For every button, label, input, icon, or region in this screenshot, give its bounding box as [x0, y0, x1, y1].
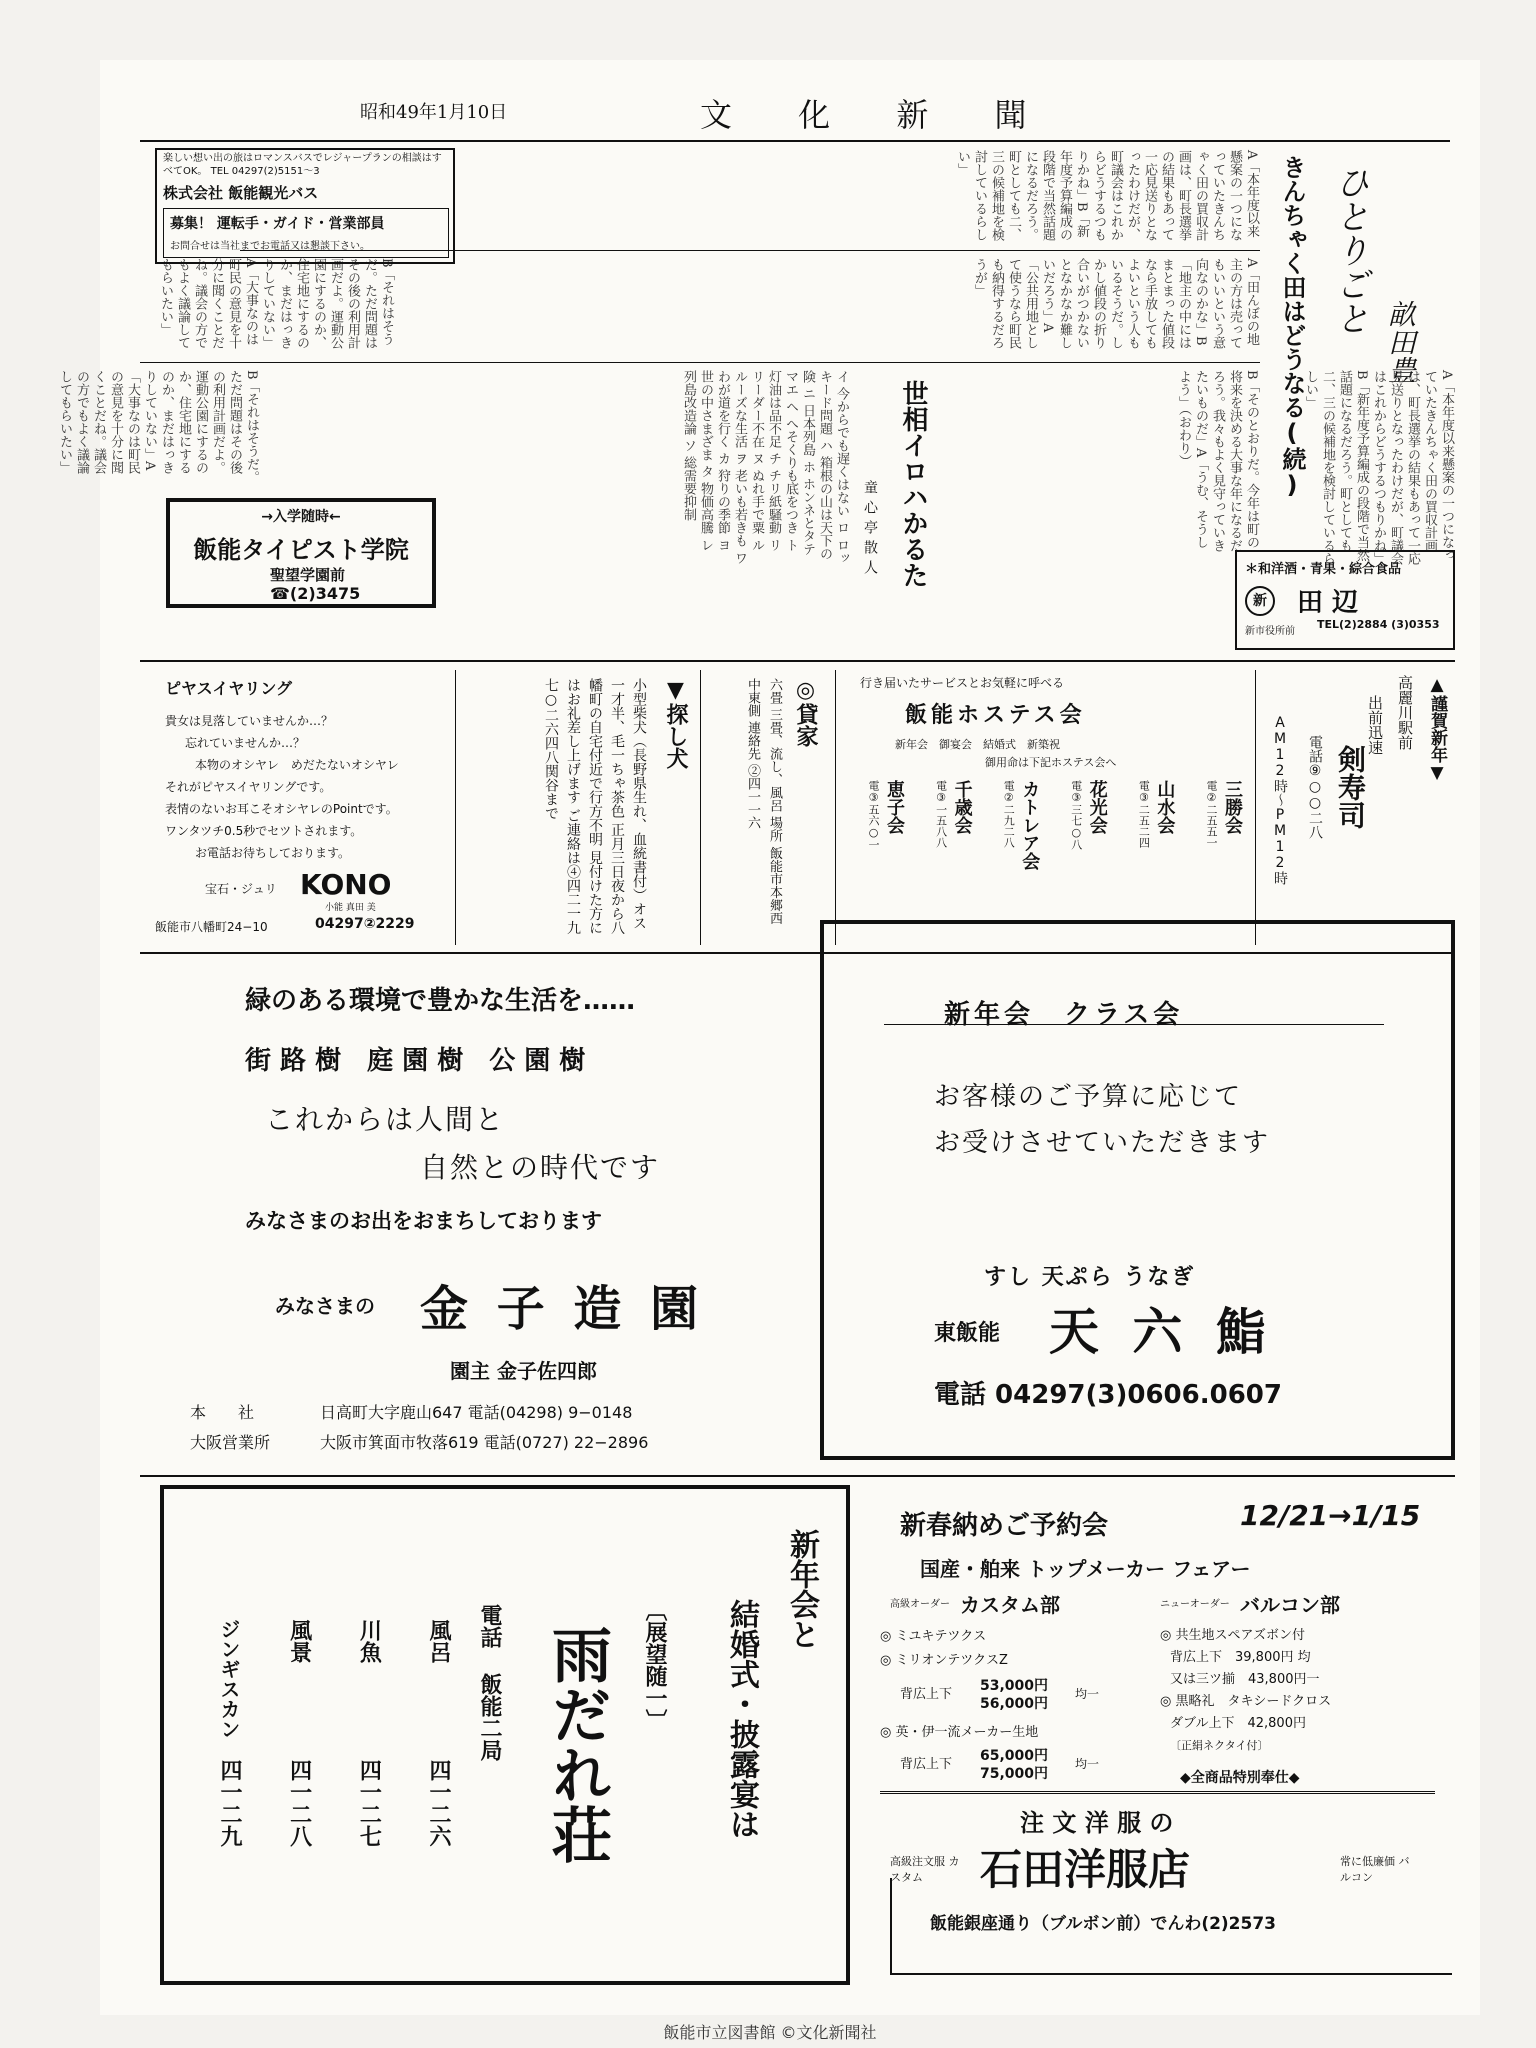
tenroku-line2: お受けさせていただきます — [934, 1128, 1271, 1158]
kono-phone: 04297②2229 — [315, 916, 415, 932]
article-col-6: A「本年度以来懸案の一つになっていたきんちゃく田の買収計画は、町長選挙の結果もあって一応見送りとなったわけだが、町議会はこれからどうするつもりかね」B「新年度予算編成の段階で当然話題になるだろう。町としても二、三の候補地を検討しているらしい」 — [1303, 370, 1454, 565]
kaneko-slogan: 緑のある環境で豊かな生活を…… — [245, 986, 636, 1016]
kaneko-name: 金 子 造 園 — [420, 1281, 705, 1337]
kono-brand-sub: 小能 真田 美 — [325, 903, 376, 913]
kenzushi-tag: ▲謹賀新年▼ — [1427, 675, 1447, 783]
bus-company: 株式会社 飯能観光バス — [163, 184, 319, 202]
masthead: 文 化 新 聞 — [700, 96, 1055, 134]
article-col-3: B「それはそうだ。ただ問題はその後の利用計画だよ。運動公園にするのか、住宅地にするのか、まだはっきりしていない」A「大事なのは町民の意見を十分に聞くことだね。議会の方でもよく議論してもらいたい」 — [158, 258, 394, 349]
hostess-member: 三勝会 電②二五五一 — [1204, 780, 1243, 848]
tanabe-location: 新市役所前 — [1245, 626, 1295, 637]
hostess-note: 御用命は下記ホステス会へ — [985, 756, 1117, 769]
ishida-custom: カスタム部 — [960, 1593, 1060, 1617]
amadare-room: 風景 四一二八 — [286, 1619, 312, 1847]
article-col-5: B「それはそうだ。ただ問題はその後の利用計画だよ。運動公園にするのか、住宅地にするのか、まだはっきりしていない」A「大事なのは町民の意見を十分に聞くことだね。議会の方でもよく議論してもらいたい」 — [57, 370, 259, 484]
article-col-2: A「田んぼの地主の方は売ってもいいという意向なのかな」B「地主の中にはまとまった値段なら手放してもよいという人もいるそうだ。しかし値段の折り合いがつかないとなかなか難しいだろう」A「公共用地として使うなら町民も納得するだろうが」 — [972, 258, 1259, 349]
bus-top-text: 楽しい想い出の旅はロマンスバスでレジャープランの相談はすべてOK。 TEL 04297(2)5151～3 — [163, 153, 442, 177]
amadare-rooms — [214, 1619, 454, 1959]
ishida-custom-price-label: 背広上下 — [900, 1687, 953, 1702]
amadare-room: 風呂 四一二六 — [425, 1619, 451, 1847]
dog-title: ▼探し犬 — [663, 678, 688, 769]
ishida-sub: 国産・舶来 トップメーカー フェアー — [920, 1557, 1251, 1581]
ad-tanabe — [1235, 550, 1455, 650]
amadare-sub: 〔展望随一〕 — [642, 1599, 667, 1731]
ishida-address: 飯能銀座通り（ブルボン前）でんわ(2)2573 — [930, 1914, 1277, 1934]
kaneko-line1: これからは人間と — [265, 1103, 506, 1136]
ishida-custom-uni-2: 均一 — [1075, 1757, 1100, 1771]
tenroku-phone: 電話 04297(3)0606.0607 — [934, 1380, 1282, 1410]
ad-kono — [145, 670, 445, 945]
bus-recruit-note: お問合せは当社までお電話又は懇談下さい。 — [170, 241, 370, 252]
ad-bus — [155, 148, 455, 264]
hostess-title: 飯能ホステス会 — [905, 703, 1086, 728]
footer-credit: 飯能市立図書館 ©文化新聞社 — [663, 2023, 877, 2042]
kaneko-owner: 園主 金子佐四郎 — [450, 1359, 597, 1383]
ishida-name-right: 常に低廉価 バルコン — [1340, 1855, 1410, 1884]
hostess-member: カトレア会 電②二九二八 — [1002, 780, 1041, 870]
amadare-room: ジンギスカン 四一二九 — [217, 1619, 242, 1847]
hostess-member: 花光会 電③三七○八 — [1069, 780, 1108, 850]
author-signature: 畝田豊 — [1384, 300, 1417, 384]
ishida-name-left: 高級注文服 カスタム — [890, 1855, 960, 1884]
hostess-member: 千歳会 電③一五八八 — [934, 780, 973, 848]
kono-address: 飯能市八幡町24−10 — [155, 920, 268, 934]
ishida-pre-name: 注 文 洋 服 の — [1020, 1809, 1174, 1837]
hostess-top: 行き届いたサービスとお気軽に呼べる — [860, 676, 1065, 690]
typist-tag: →入学随時← — [261, 509, 341, 525]
tanabe-phone: TEL(2)2884 (3)0353 — [1317, 618, 1440, 631]
amadare-main1: 新年会と — [784, 1529, 819, 1649]
amadare-name: 雨だれ荘 — [542, 1624, 612, 1864]
kaneko-line3: みなさまのお出をおまちしております — [245, 1209, 602, 1233]
typist-name: 飯能タイピスト学院 — [193, 536, 409, 564]
ishida-balcon: バルコン部 — [1240, 1593, 1340, 1617]
ishida-custom-price-label-2: 背広上下 — [900, 1757, 953, 1772]
bus-recruit: 募集！ 運転手・ガイド・営業部員 — [170, 216, 385, 232]
ad-hostess — [845, 670, 1250, 945]
series-title: きんちゃく田はどうなる(続) — [1278, 155, 1306, 499]
hostess-member: 恵子会 電③五六○一 — [867, 780, 905, 850]
article-col-1: A「本年度以来懸案の一つになっていたきんちゃく田の買収計画は、町長選挙の結果もあって一応見送りとなったわけだが、町議会はこれからどうするつもりかね」B「新年度予算編成の段階で当然話題になるだろう。町としても二、三の候補地を検討しているらしい」 — [955, 150, 1259, 241]
hostess-members — [865, 780, 1245, 940]
ad-kaneko — [160, 960, 840, 1465]
amadare-phone-label: 電話 飯能二局 — [477, 1604, 502, 1761]
ishida-custom-items: ◎ ミユキテツクス ◎ ミリオンテツクスZ — [880, 1629, 1008, 1668]
tenroku-name: 天 六 鮨 — [1049, 1303, 1274, 1361]
ad-typist — [166, 498, 436, 608]
ishida-name: 石田洋服店 — [980, 1845, 1191, 1894]
ishida-headline: 新春納めご予約会 — [900, 1511, 1109, 1541]
kenzushi-hours: AM12時～PM12時 — [1272, 715, 1288, 885]
hostess-events: 新年会 御宴会 結婚式 新築祝 — [895, 738, 1060, 751]
kenzushi-phone: 電話⑨○○二八 — [1307, 735, 1323, 839]
kono-brand: KONO — [300, 868, 392, 901]
hostess-member: 山水会 電③二五二四 — [1137, 780, 1176, 848]
tenroku-menu: すし 天ぷら うなぎ — [984, 1265, 1196, 1290]
issue-date: 昭和49年1月10日 — [360, 102, 508, 123]
kono-brand-pre: 宝石・ジュリ — [205, 882, 277, 896]
kaneko-line2: 自然との時代です — [420, 1151, 661, 1184]
kenzushi-loc: 高麗川駅前 — [1396, 675, 1414, 750]
amadare-main2: 結婚式・披露宴は — [724, 1599, 759, 1839]
ishida-custom-item3: ◎ 英・伊一流メーカー生地 — [880, 1725, 1039, 1740]
header-rule — [140, 140, 1450, 142]
iroha-title: 世相イロハかるた — [898, 380, 928, 588]
typist-phone: ☎(2)3475 — [270, 584, 361, 603]
amadare-room: 川魚 四一二七 — [356, 1619, 382, 1847]
kaneko-branch2: 大阪市箕面市牧落619 電話(0727) 22−2896 — [320, 1433, 649, 1452]
dog-text: 小型柴犬（長野県生れ、血統書付）オス一才半、毛一ちゃ茶色 正月三日夜から八幡町の自宅付近で行方不明 見付けた方にはお礼差し上げます ご連絡は④四二一九七○二六四八関谷まで — [543, 678, 647, 935]
ishida-custom-price3: 65,000円 75,000円 — [980, 1748, 1049, 1782]
iroha-text: イ 今からでも遅くはない ロ ロッキード問題 ハ 箱根の山は天下の険 ニ 日本列島 ホ ホンネとタテマエ ヘ へそくりも底をつき ト 灯油は品不足 チ チリ紙騒動 リ リーダー不在 ヌ ぬれ手で粟 ル ルーズな生活 ヲ 老いも若きも ワ わが道を行く カ 狩りの季節 ヨ 世の中さまざま タ 物価高騰 レ 列島改造論 ソ 総需要抑制 — [681, 370, 849, 565]
ishida-balcon-pre: ニューオーダー — [1160, 1599, 1230, 1610]
ishida-custom-prices: 53,000円 56,000円 — [980, 1678, 1049, 1712]
tenroku-pre: 東飯能 — [934, 1321, 1001, 1346]
tanabe-tag: ＊和洋酒・青果・綜合食品 — [1245, 562, 1402, 577]
kono-lines: 貴女は見落していませんか…？ 忘れていませんか…？ 本物のオシヤレ めだたないオシヤレ それがピヤスイヤリングです。 表情のないお耳こそオシヤレのPointです。 ワンタツチ0.5秒でセツトされます。 お電話お待ちしております。 — [165, 714, 399, 860]
house-text: 六畳 三畳、流し、風呂 場所 飯能市本郷西中東側 連絡先 ②四一一六 — [745, 678, 782, 925]
ad-amadare — [160, 1485, 850, 1985]
kaneko-branch1-label: 本 社 — [190, 1403, 255, 1422]
iroha-author: 童心亭散人 — [862, 480, 878, 580]
tanabe-shin-icon: 新 — [1245, 586, 1275, 616]
ishida-special: ◆全商品特別奉仕◆ — [1180, 1770, 1300, 1786]
house-title: ◎貸家 — [793, 678, 818, 747]
ishida-custom-pre: 高級オーダー — [890, 1599, 950, 1610]
kenzushi-service: 出前迅速 — [1366, 695, 1384, 755]
ishida-dates: 12/21→1/15 — [1240, 1499, 1421, 1532]
tenroku-headline: 新年会 クラス会 — [944, 1000, 1184, 1030]
article-col-4: B「そのとおりだ。今年は町の将来を決める大事な年になるだろう。我々もよく見守っていきたいものだ」A「うむ、そうしよう」（おわり） — [1176, 370, 1259, 552]
kaneko-branch2-label: 大阪営業所 — [190, 1433, 271, 1452]
newspaper-page — [57, 60, 1480, 2015]
typist-location: 聖望学園前 — [270, 566, 346, 584]
kenzushi-name: 剣寿司 — [1334, 745, 1367, 829]
kono-title: ピヤスイヤリング — [165, 679, 293, 698]
ad-kenzushi — [1260, 675, 1455, 945]
tanabe-name: 田 辺 — [1297, 588, 1359, 618]
kaneko-branch1: 日高町大字鹿山647 電話(04298) 9−0148 — [320, 1403, 633, 1422]
tenroku-line1: お客様のご予算に応じて — [934, 1082, 1243, 1112]
ishida-balcon-items: ◎ 共生地スペアズボン付 背広上下 39,800円 均 又は三ツ揃 43,800円一 ◎ 黒略礼 タキシードクロス ダブル上下 42,800円 〔正絹ネクタイ付〕 — [1160, 1628, 1332, 1752]
handwritten-title: ひとりごと — [1329, 165, 1369, 335]
ishida-custom-uni: 均一 — [1075, 1687, 1100, 1701]
kaneko-trees: 街 路 樹 庭 園 樹 公 園 樹 — [245, 1046, 586, 1076]
ad-tenroku — [820, 920, 1455, 1460]
kaneko-pre: みなさまの — [275, 1294, 375, 1318]
